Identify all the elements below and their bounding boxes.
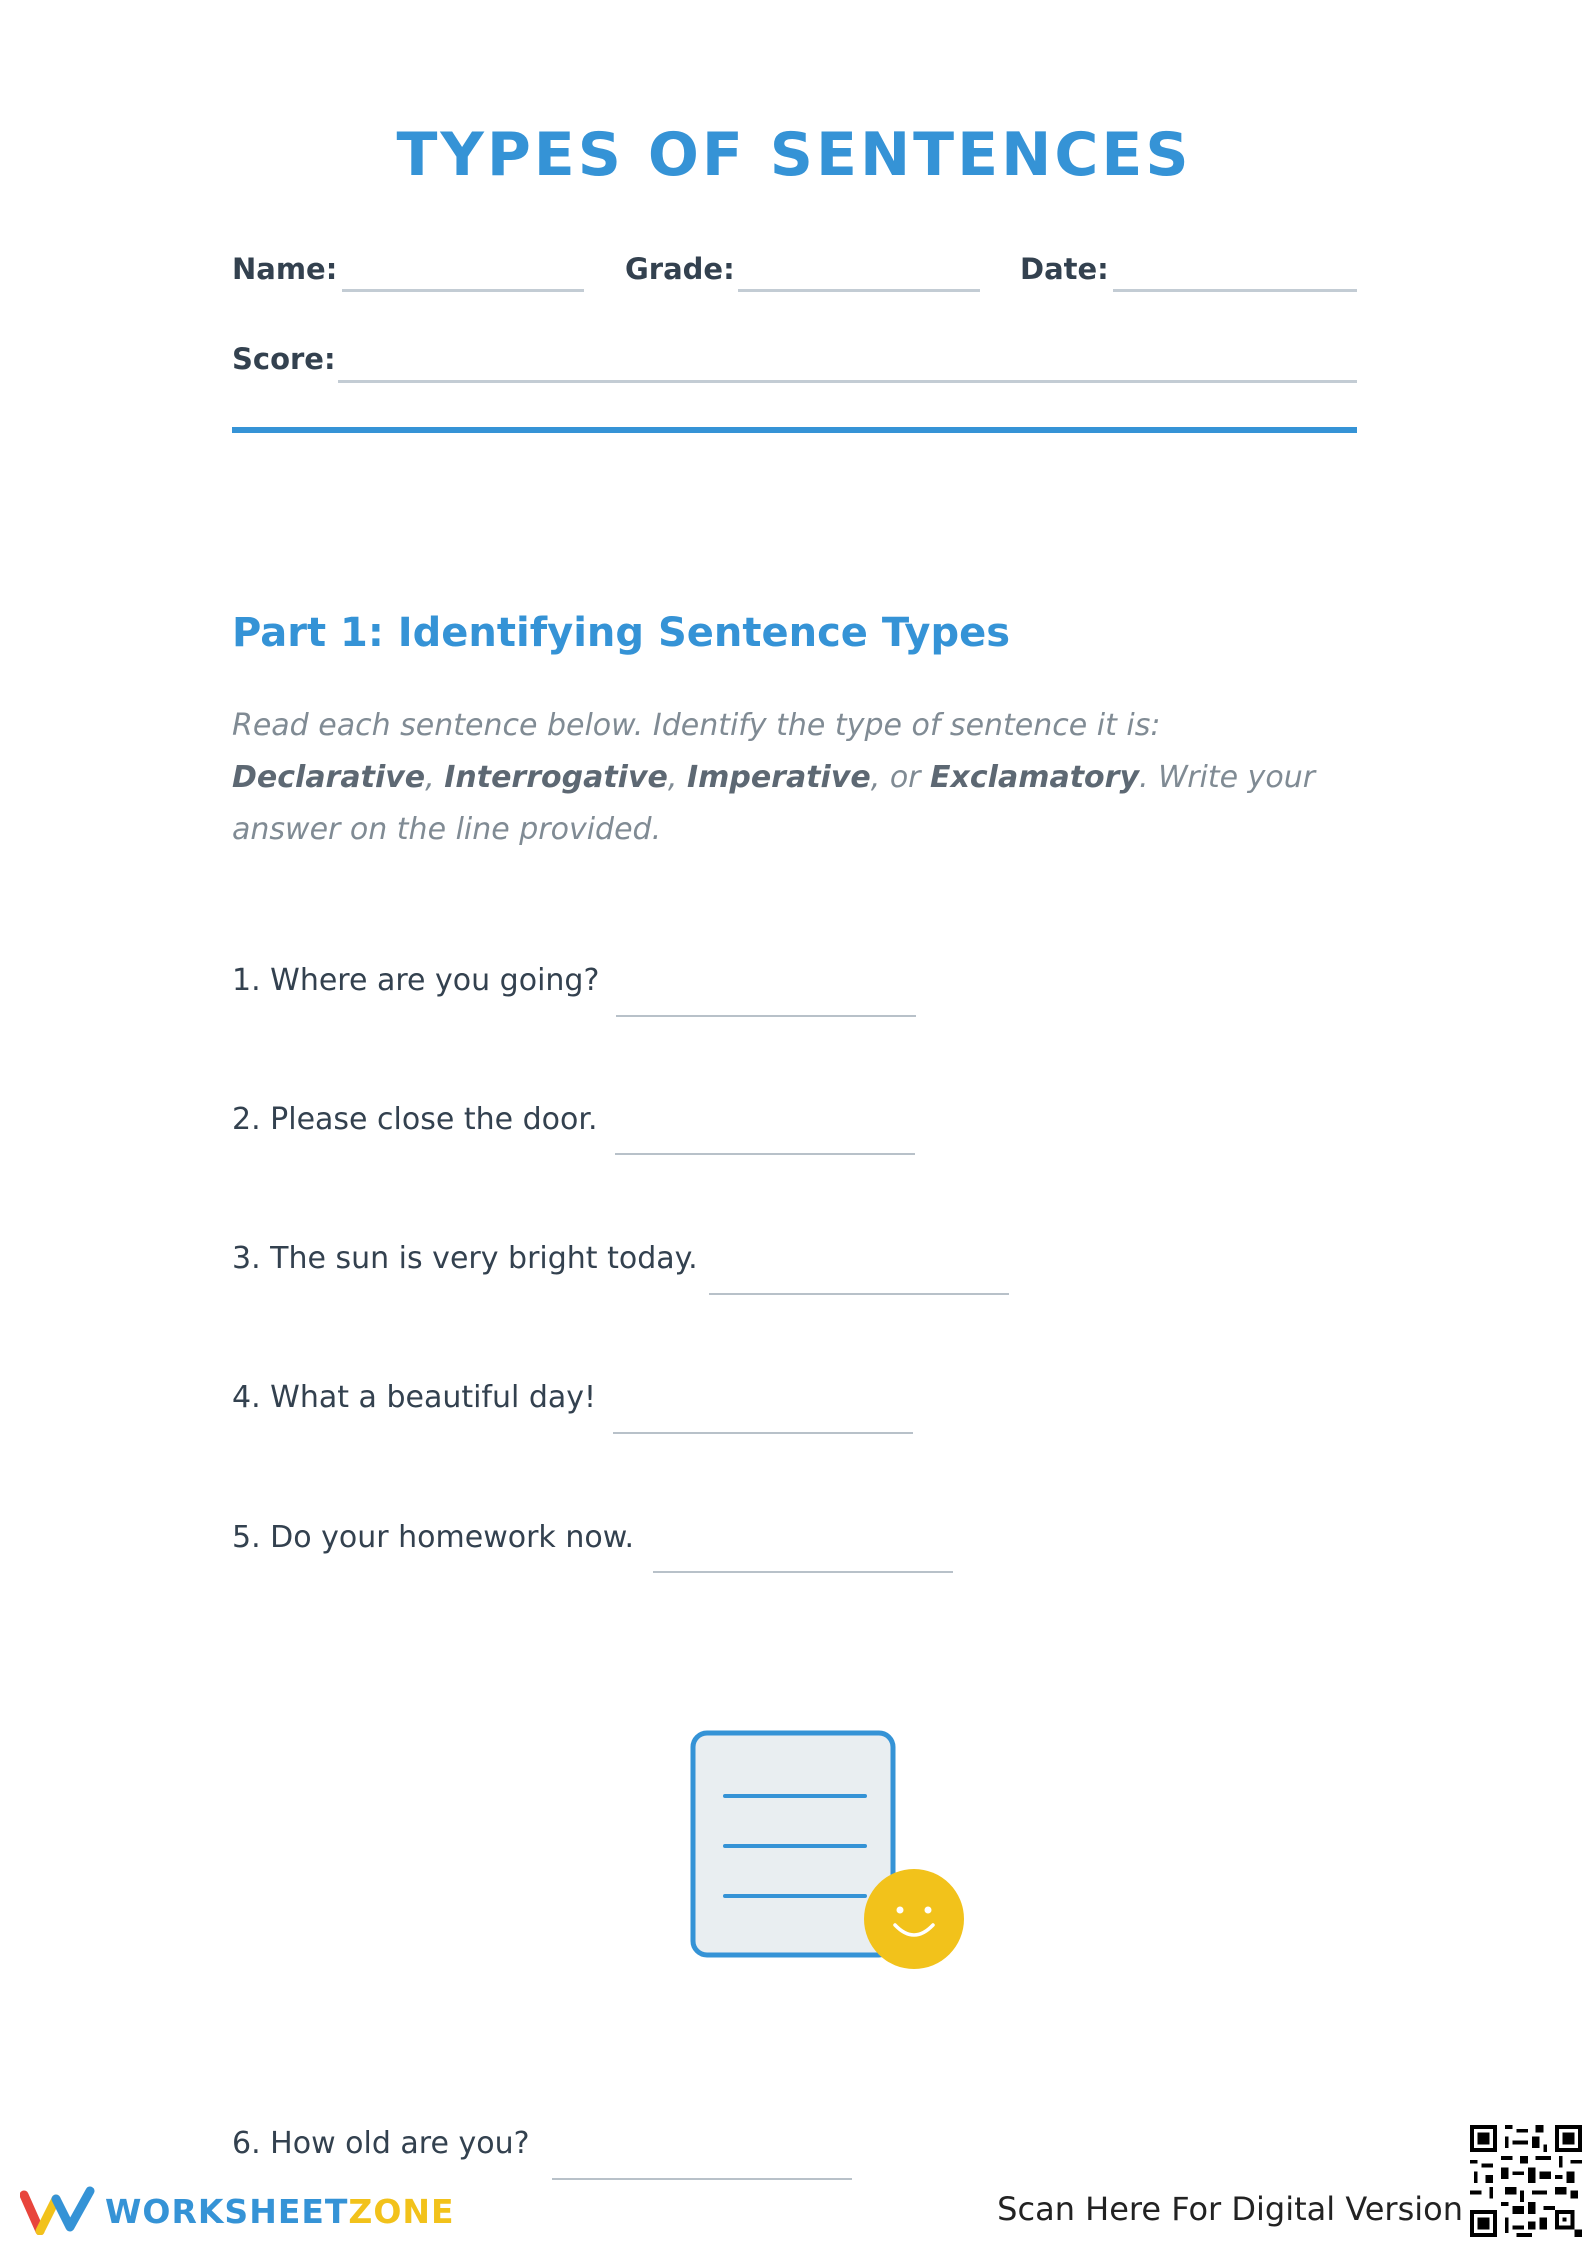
- answer-line-4[interactable]: [613, 1432, 913, 1434]
- part-1-heading: Part 1: Identifying Sentence Types: [232, 610, 1011, 656]
- answer-line-3[interactable]: [709, 1293, 1009, 1295]
- worksheet-smiley-icon: [690, 1730, 970, 1974]
- question-1: 1. Where are you going?: [232, 963, 600, 998]
- answer-line-6[interactable]: [552, 2178, 852, 2180]
- date-field[interactable]: [1113, 289, 1357, 292]
- question-6: 6. How old are you?: [232, 2126, 530, 2161]
- date-label: Date:: [1020, 252, 1109, 286]
- term-imperative: Imperative: [686, 760, 871, 795]
- question-4: 4. What a beautiful day!: [232, 1380, 597, 1415]
- grade-label: Grade:: [625, 252, 735, 286]
- scan-caption: Scan Here For Digital Version: [997, 2190, 1463, 2228]
- brand-name: WORKSHEETZONE: [105, 2192, 455, 2231]
- worksheetzone-logo-icon: [20, 2185, 100, 2235]
- header-divider: [232, 427, 1357, 433]
- term-exclamatory: Exclamatory: [930, 760, 1140, 795]
- score-field[interactable]: [338, 380, 1357, 383]
- term-declarative: Declarative: [232, 760, 426, 795]
- question-3: 3. The sun is very bright today.: [232, 1241, 698, 1276]
- name-label: Name:: [232, 252, 338, 286]
- score-label: Score:: [232, 342, 336, 376]
- question-2: 2. Please close the door.: [232, 1102, 598, 1137]
- name-field[interactable]: [342, 289, 584, 292]
- answer-line-2[interactable]: [615, 1153, 915, 1155]
- grade-field[interactable]: [738, 289, 980, 292]
- answer-line-1[interactable]: [616, 1015, 916, 1017]
- qr-code-icon[interactable]: [1470, 2125, 1582, 2237]
- worksheet-title: TYPES OF SENTENCES: [396, 120, 1192, 190]
- answer-line-5[interactable]: [653, 1571, 953, 1573]
- term-interrogative: Interrogative: [444, 760, 668, 795]
- instructions: Read each sentence below. Identify the type of sentence it is: Declarative, Interrogative, Imperative, or Exclamatory. Write your answer on the line provided.: [232, 708, 1316, 847]
- question-5: 5. Do your homework now.: [232, 1520, 635, 1555]
